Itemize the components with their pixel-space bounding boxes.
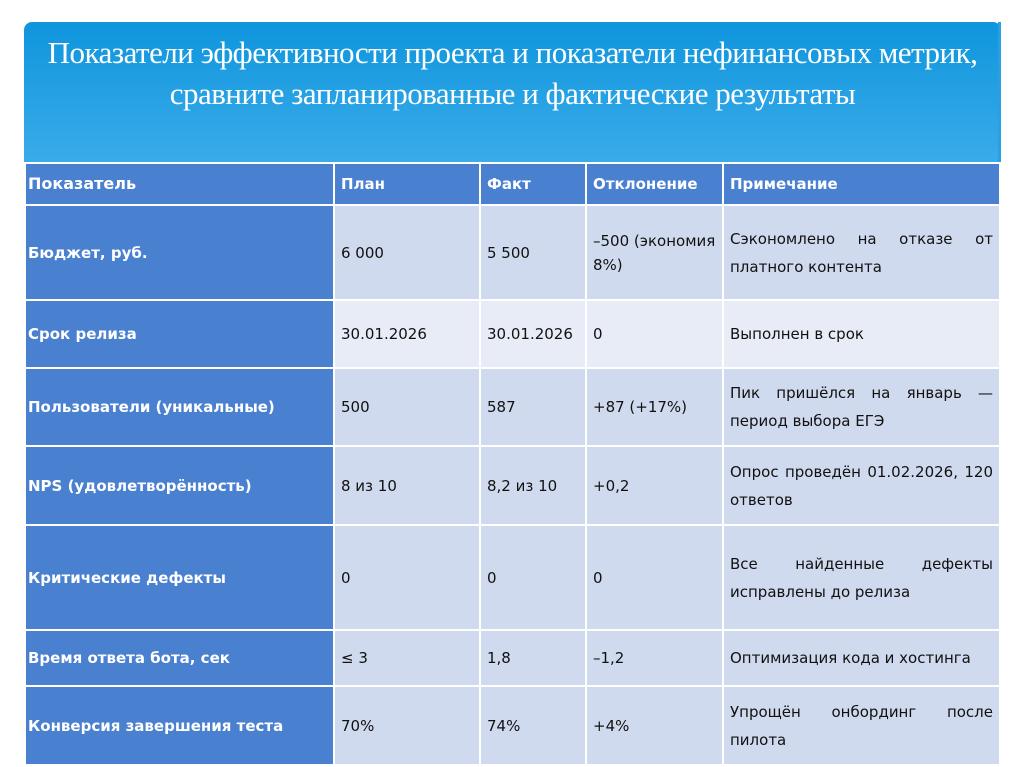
table-row [25, 446, 1000, 525]
cell-fact: 5 500 [480, 205, 586, 300]
header-deviation: Отклонение [586, 163, 723, 205]
cell-deviation: +87 (+17%) [586, 368, 723, 446]
cell-deviation: 0 [586, 525, 723, 630]
cell-note: Оптимизация кода и хостинга [723, 630, 1000, 686]
cell-fact: 8,2 из 10 [480, 446, 586, 525]
cell-note: Упрощён онбординг после пилота [723, 686, 1000, 765]
table-row [25, 630, 1000, 686]
cell-metric: NPS (удовлетворённость) [25, 446, 334, 525]
cell-deviation: +0,2 [586, 446, 723, 525]
table-row [25, 300, 1000, 368]
cell-metric: Пользователи (уникальные) [25, 368, 334, 446]
cell-plan: 8 из 10 [334, 446, 480, 525]
table-row [25, 368, 1000, 446]
cell-plan: 0 [334, 525, 480, 630]
metrics-table [24, 162, 1001, 766]
cell-fact: 74% [480, 686, 586, 765]
header-note: Примечание [723, 163, 1000, 205]
cell-fact: 0 [480, 525, 586, 630]
cell-deviation: +4% [586, 686, 723, 765]
header-fact: Факт [480, 163, 586, 205]
cell-note: Опрос проведён 01.02.2026, 120 ответов [723, 446, 1000, 525]
slide-title: Показатели эффективности проекта и показатели нефинансовых метрик, сравните запланированные и фактические результаты [47, 35, 978, 111]
cell-fact: 1,8 [480, 630, 586, 686]
table-header [25, 163, 1000, 205]
cell-plan: 30.01.2026 [334, 300, 480, 368]
cell-deviation: –1,2 [586, 630, 723, 686]
cell-note: Сэкономлено на отказе от платного контента [723, 205, 1000, 300]
cell-note: Все найденные дефекты исправлены до релиза [723, 525, 1000, 630]
cell-plan: 6 000 [334, 205, 480, 300]
cell-deviation: –500 (экономия 8%) [586, 205, 723, 300]
cell-plan: ≤ 3 [334, 630, 480, 686]
table-row [25, 525, 1000, 630]
cell-plan: 70% [334, 686, 480, 765]
cell-fact: 30.01.2026 [480, 300, 586, 368]
cell-metric: Срок релиза [25, 300, 334, 368]
cell-metric: Бюджет, руб. [25, 205, 334, 300]
cell-note: Пик пришёлся на январь — период выбора ЕГЭ [723, 368, 1000, 446]
table-row [25, 205, 1000, 300]
cell-plan: 500 [334, 368, 480, 446]
cell-deviation: 0 [586, 300, 723, 368]
cell-note: Выполнен в срок [723, 300, 1000, 368]
cell-fact: 587 [480, 368, 586, 446]
header-plan: План [334, 163, 480, 205]
table-row [25, 686, 1000, 765]
cell-metric: Конверсия завершения теста [25, 686, 334, 765]
header-metric: Показатель [25, 163, 334, 205]
cell-metric: Критические дефекты [25, 525, 334, 630]
cell-metric: Время ответа бота, сек [25, 630, 334, 686]
